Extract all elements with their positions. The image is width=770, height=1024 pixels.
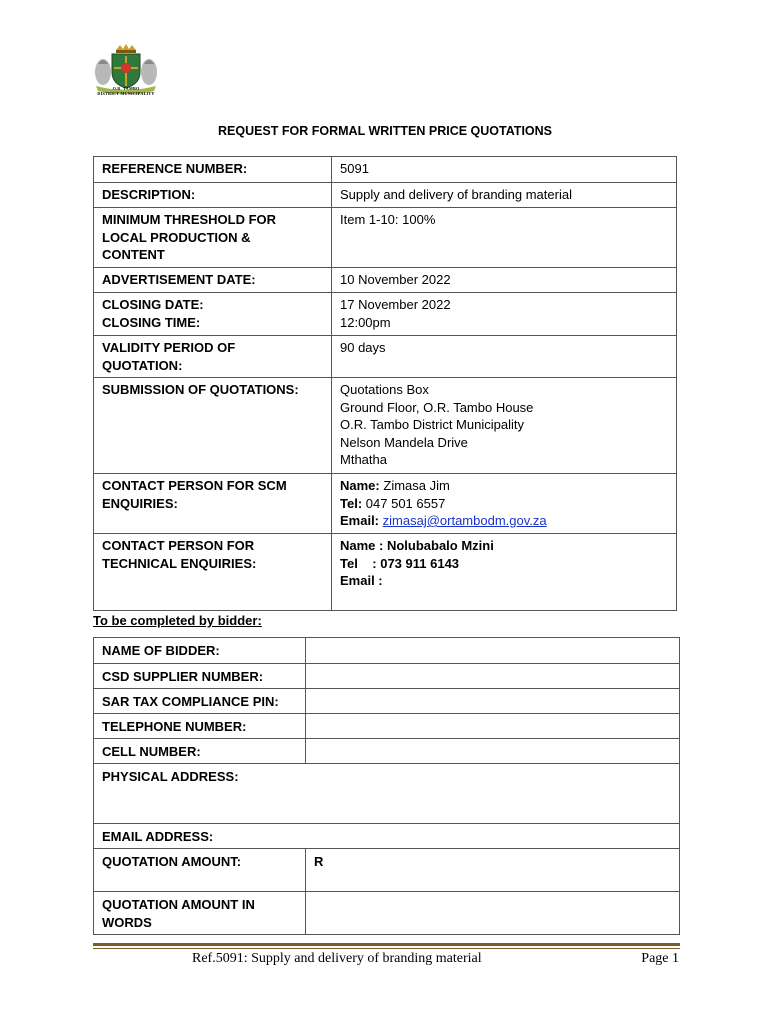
closing-label — [94, 293, 332, 336]
logo-caption-line2: DISTRICT MUNICIPALITY — [97, 91, 155, 96]
description-row — [94, 183, 677, 208]
technical-contact-row — [94, 534, 677, 611]
tech-label-line2: TECHNICAL ENQUIRIES: — [102, 555, 257, 571]
scm-tel: 047 501 6557 — [365, 495, 446, 511]
threshold-label — [94, 208, 332, 268]
submission-line5: Mthatha — [340, 452, 387, 467]
technical-contact-details — [332, 534, 677, 611]
closing-date-label: CLOSING DATE: — [102, 297, 204, 312]
tech-tel: : 073 911 6143 — [372, 555, 460, 571]
amount-words-label — [94, 892, 306, 935]
submission-line3: O.R. Tambo District Municipality — [340, 417, 524, 432]
description-label: DESCRIPTION: — [94, 183, 332, 208]
footer-divider-thick — [93, 943, 680, 946]
footer-page-number: Page 1 — [641, 951, 679, 966]
closing-date-value: 17 November 2022 — [340, 297, 451, 312]
amount-words-label-line1: QUOTATION AMOUNT IN — [102, 897, 255, 912]
csd-row — [94, 664, 680, 689]
reference-row — [94, 157, 677, 183]
amount-words-field[interactable] — [306, 892, 680, 935]
tech-tel-line — [340, 555, 668, 573]
closing-value — [332, 293, 677, 336]
telephone-row — [94, 714, 680, 739]
submission-address — [332, 378, 677, 474]
bidder-section-heading — [93, 613, 262, 628]
submission-row — [94, 378, 677, 474]
closing-row — [94, 293, 677, 336]
scm-label-line1: CONTACT PERSON FOR SCM — [102, 478, 287, 493]
telephone-label: TELEPHONE NUMBER: — [94, 714, 306, 739]
scm-email-link[interactable]: zimasaj@ortambodm.gov.za — [382, 513, 547, 528]
tech-name: Name : Nolubabalo Mzini — [340, 538, 494, 553]
bidder-name-field[interactable] — [306, 638, 680, 664]
tech-email: Email : — [340, 573, 383, 588]
telephone-field[interactable] — [306, 714, 680, 739]
validity-label-line1: VALIDITY PERIOD OF — [102, 340, 236, 355]
advert-row — [94, 268, 677, 293]
submission-line4: Nelson Mandela Drive — [340, 434, 468, 450]
quotation-info-table — [93, 156, 677, 611]
cell-field[interactable] — [306, 739, 680, 764]
scm-contact-details — [332, 474, 677, 534]
csd-field[interactable] — [306, 664, 680, 689]
scm-label-line2: ENQUIRIES: — [102, 495, 178, 511]
cell-label: CELL NUMBER: — [94, 739, 306, 764]
sar-row — [94, 689, 680, 714]
bidder-heading-text: To be completed by bidder — [93, 613, 258, 628]
logo-caption — [86, 86, 166, 96]
validity-label — [94, 336, 332, 378]
scm-name-label: Name: — [340, 478, 380, 493]
bidder-heading-colon: : — [257, 613, 262, 628]
submission-line1: Quotations Box — [340, 382, 429, 397]
technical-contact-label — [94, 534, 332, 611]
tech-tel-label: Tel — [340, 555, 358, 571]
description-value: Supply and delivery of branding material — [332, 183, 677, 208]
scm-contact-label — [94, 474, 332, 534]
amount-words-row — [94, 892, 680, 935]
threshold-row — [94, 208, 677, 268]
closing-time-value: 12:00pm — [340, 314, 391, 330]
threshold-label-line2: LOCAL PRODUCTION & — [102, 229, 251, 245]
cell-row — [94, 739, 680, 764]
tech-label-line1: CONTACT PERSON FOR — [102, 538, 255, 553]
submission-line2: Ground Floor, O.R. Tambo House — [340, 399, 534, 415]
advert-label: ADVERTISEMENT DATE: — [94, 268, 332, 293]
scm-name-line — [340, 477, 668, 495]
email-address-label[interactable]: EMAIL ADDRESS: — [94, 824, 680, 849]
bidder-details-table — [93, 637, 680, 935]
footer-divider-thin — [93, 948, 680, 949]
reference-label: REFERENCE NUMBER: — [94, 157, 332, 183]
sar-label: SAR TAX COMPLIANCE PIN: — [94, 689, 306, 714]
validity-row — [94, 336, 677, 378]
scm-tel-line — [340, 495, 668, 513]
scm-email-label: Email: — [340, 513, 380, 528]
validity-label-line2: QUOTATION: — [102, 357, 183, 373]
sar-field[interactable] — [306, 689, 680, 714]
closing-time-label: CLOSING TIME: — [102, 314, 201, 330]
physical-address-row — [94, 764, 680, 824]
logo-caption-line1: O.R. TAMBO — [112, 86, 140, 91]
bidder-name-row — [94, 638, 680, 664]
threshold-label-line3: CONTENT — [102, 247, 165, 262]
physical-address-label[interactable]: PHYSICAL ADDRESS: — [94, 764, 680, 824]
advert-value: 10 November 2022 — [332, 268, 677, 293]
scm-email-line — [340, 512, 668, 530]
email-address-row — [94, 824, 680, 849]
footer-reference: Ref.5091: Supply and delivery of branding material — [192, 951, 482, 966]
scm-name: Zimasa Jim — [383, 478, 450, 493]
scm-contact-row — [94, 474, 677, 534]
quotation-amount-row — [94, 849, 680, 892]
bidder-name-label: NAME OF BIDDER: — [94, 638, 306, 664]
validity-value: 90 days — [332, 336, 677, 378]
submission-label: SUBMISSION OF QUOTATIONS: — [94, 378, 332, 474]
document-title: REQUEST FOR FORMAL WRITTEN PRICE QUOTATIONS — [217, 124, 553, 138]
reference-value: 5091 — [332, 157, 677, 183]
csd-label: CSD SUPPLIER NUMBER: — [94, 664, 306, 689]
threshold-value: Item 1-10: 100% — [332, 208, 677, 268]
amount-words-label-line2: WORDS — [102, 914, 152, 930]
quotation-amount-label: QUOTATION AMOUNT: — [94, 849, 306, 892]
quotation-amount-field[interactable]: R — [306, 849, 680, 892]
threshold-label-line1: MINIMUM THRESHOLD FOR — [102, 212, 277, 227]
scm-tel-label: Tel: — [340, 495, 363, 511]
